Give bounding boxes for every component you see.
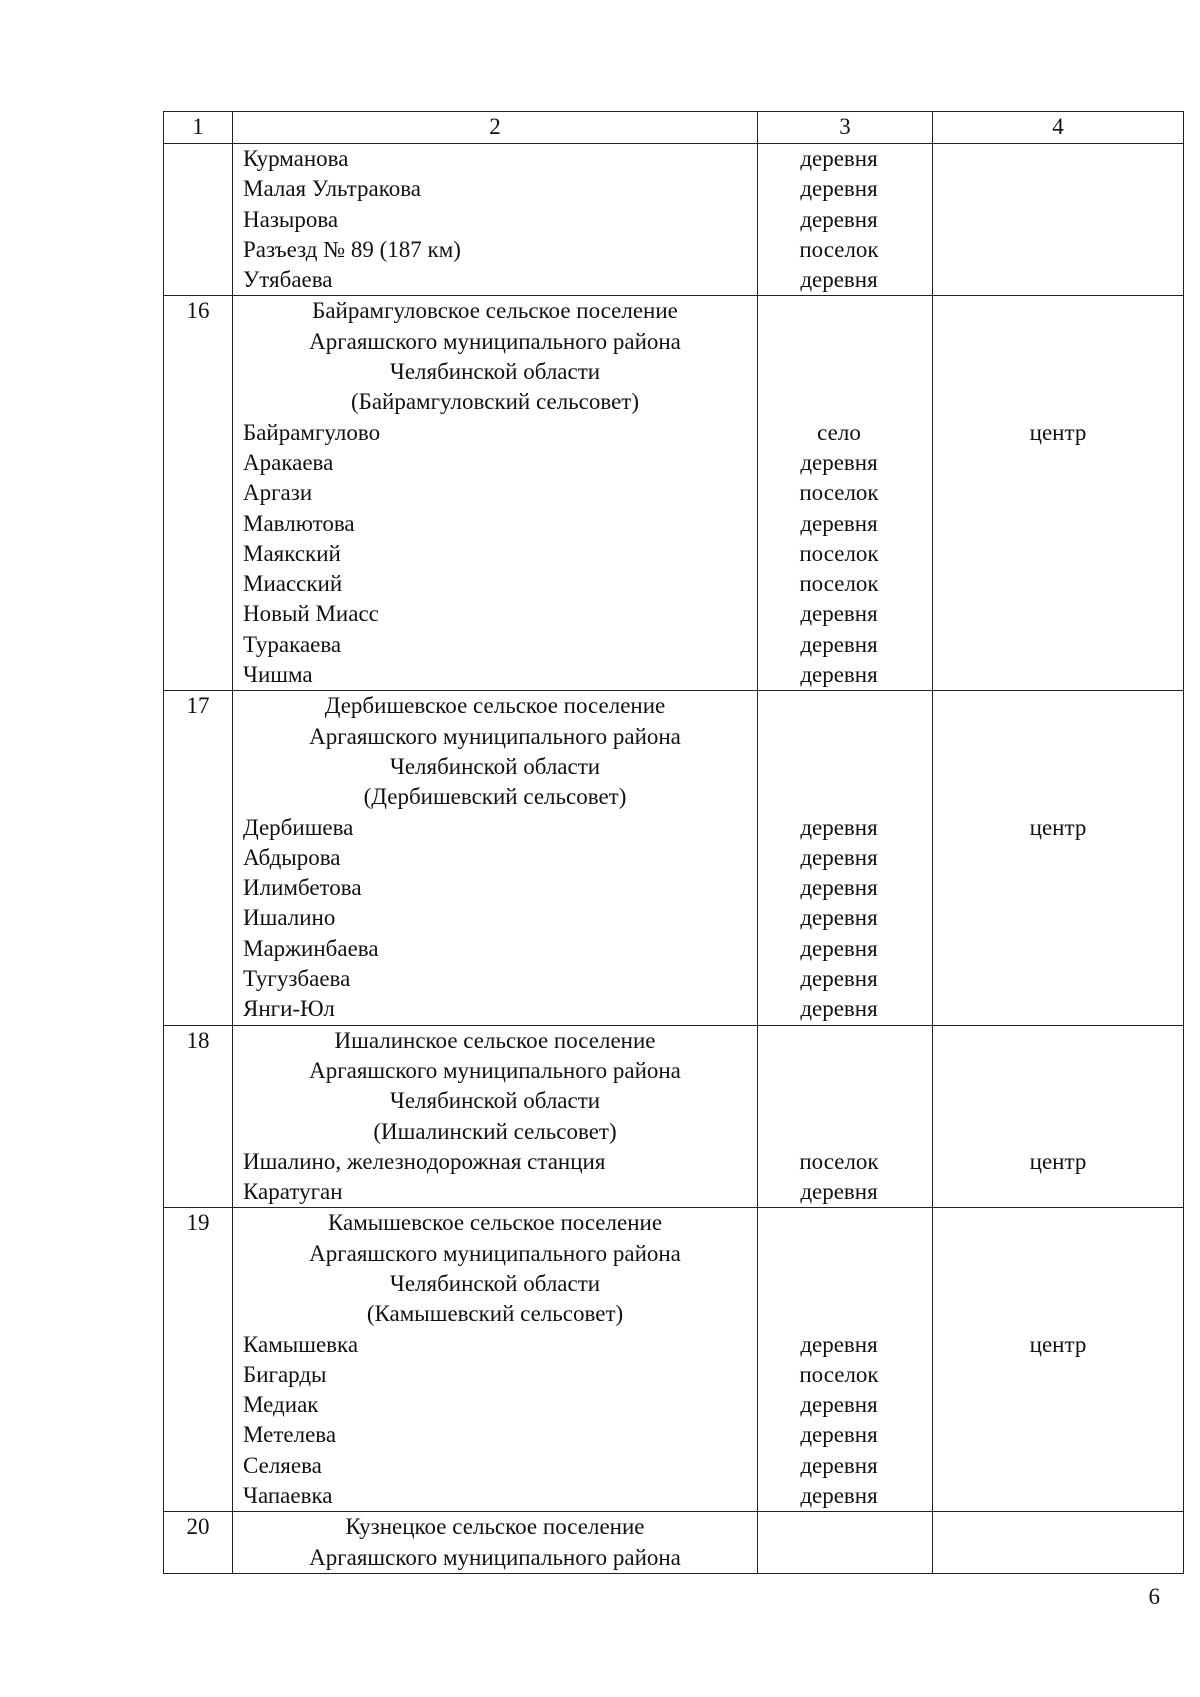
settlement-name-cell xyxy=(233,1512,758,1574)
table-row xyxy=(164,144,1184,296)
table-row xyxy=(164,296,1184,691)
settlement-role xyxy=(933,539,1183,569)
empty-line xyxy=(933,1543,1183,1573)
settlement-type: деревня xyxy=(800,449,878,475)
settlement-type: деревня xyxy=(800,146,878,171)
settlement-type: деревня xyxy=(800,996,878,1022)
empty-line xyxy=(758,1269,932,1299)
settlement-name-cell xyxy=(233,144,758,296)
row-number xyxy=(164,144,232,174)
settlement-type-cell xyxy=(758,296,933,691)
settlement-role xyxy=(933,144,1183,174)
district-heading-line: Челябинской области xyxy=(389,359,601,385)
settlement-name: Курманова xyxy=(243,146,349,171)
settlement-type: поселок xyxy=(799,1361,879,1387)
row-number: 18 xyxy=(186,1027,210,1053)
settlement-role xyxy=(933,599,1183,629)
settlement-type: поселок xyxy=(799,571,879,597)
header-col-2: 2 xyxy=(233,112,758,144)
empty-line xyxy=(758,722,932,752)
empty-line xyxy=(758,782,932,812)
empty-line xyxy=(933,357,1183,387)
header-row xyxy=(164,112,1184,144)
settlement-name: Малая Ультракова xyxy=(243,176,421,202)
empty-line xyxy=(933,1086,1183,1116)
settlement-role-cell xyxy=(933,1025,1184,1208)
row-number: 19 xyxy=(186,1210,210,1236)
settlement-role xyxy=(933,630,1183,660)
table-row xyxy=(164,1025,1184,1208)
settlement-role xyxy=(933,934,1183,964)
settlement-name: Янги-Юл xyxy=(243,996,335,1022)
district-heading-line: (Камышевский сельсовет) xyxy=(366,1301,624,1327)
settlement-name: Бигарды xyxy=(243,1361,327,1387)
row-number-cell xyxy=(164,1208,233,1512)
settlement-name: Аргази xyxy=(243,480,313,506)
empty-line xyxy=(758,327,932,357)
settlement-role xyxy=(933,994,1183,1024)
district-heading-line: Камышевское сельское поселение xyxy=(327,1210,663,1236)
row-number-cell xyxy=(164,691,233,1025)
settlement-type: деревня xyxy=(800,844,878,870)
empty-line xyxy=(933,1056,1183,1086)
district-heading-line: Аргаяшского муниципального района xyxy=(309,1240,681,1266)
settlement-role-cell xyxy=(933,1208,1184,1512)
district-heading-line: Аргаяшского муниципального района xyxy=(309,723,681,749)
settlement-type-cell xyxy=(758,144,933,296)
settlement-name: Абдырова xyxy=(243,844,341,870)
empty-line xyxy=(933,782,1183,812)
settlement-type-cell xyxy=(758,691,933,1025)
settlement-role: центр xyxy=(1029,1331,1087,1357)
empty-line xyxy=(758,1512,932,1542)
empty-line xyxy=(758,1117,932,1147)
empty-line xyxy=(758,1543,932,1573)
table-row xyxy=(164,1512,1184,1574)
settlement-name: Ишалино xyxy=(243,905,336,931)
settlement-name-cell xyxy=(233,1208,758,1512)
district-heading-line: Челябинской области xyxy=(389,1270,601,1296)
settlement-role xyxy=(933,1481,1183,1511)
settlement-type: деревня xyxy=(800,662,878,688)
settlement-role xyxy=(933,1360,1183,1390)
settlement-role-cell xyxy=(933,144,1184,296)
header-col-1: 1 xyxy=(164,112,233,144)
row-number: 17 xyxy=(186,693,210,719)
empty-line xyxy=(933,1208,1183,1238)
empty-line xyxy=(933,296,1183,326)
table-row xyxy=(164,1208,1184,1512)
district-heading-line: Аргаяшского муниципального района xyxy=(309,1544,681,1570)
settlement-type: деревня xyxy=(800,510,878,536)
settlement-type: село xyxy=(817,419,861,445)
district-heading-line: Дербишевское сельское поселение xyxy=(324,693,666,719)
settlement-role-cell xyxy=(933,296,1184,691)
row-number: 16 xyxy=(186,298,210,324)
district-heading-line: Байрамгуловское сельское поселение xyxy=(312,298,678,324)
settlement-name: Байрамгулово xyxy=(243,419,381,445)
row-number-cell xyxy=(164,296,233,691)
settlement-type: деревня xyxy=(800,631,878,657)
settlement-name: Миасский xyxy=(243,571,343,597)
settlement-role xyxy=(933,509,1183,539)
settlement-name: Утябаева xyxy=(243,267,333,293)
settlement-type: поселок xyxy=(799,540,879,566)
settlement-type: деревня xyxy=(800,1179,878,1205)
row-number-cell xyxy=(164,1512,233,1574)
settlement-type: деревня xyxy=(800,814,878,840)
settlement-role xyxy=(933,964,1183,994)
settlement-type: деревня xyxy=(800,935,878,961)
settlement-name: Камышевка xyxy=(243,1331,359,1357)
settlement-role xyxy=(933,205,1183,235)
settlement-role: центр xyxy=(1029,419,1087,445)
settlement-role xyxy=(933,569,1183,599)
district-heading-line: Челябинской области xyxy=(389,1088,601,1114)
empty-line xyxy=(758,691,932,721)
settlement-name: Маякский xyxy=(243,540,341,566)
empty-line xyxy=(758,1208,932,1238)
empty-line xyxy=(758,1299,932,1329)
empty-line xyxy=(933,1299,1183,1329)
settlement-name-cell xyxy=(233,296,758,691)
row-number: 20 xyxy=(186,1514,210,1540)
settlement-role xyxy=(933,235,1183,265)
empty-line xyxy=(933,1117,1183,1147)
empty-line xyxy=(758,1086,932,1116)
settlement-type: поселок xyxy=(799,1148,879,1174)
header-col-3: 3 xyxy=(758,112,933,144)
settlement-name: Назырова xyxy=(243,206,339,232)
district-heading-line: Кузнецкое сельское поселение xyxy=(345,1514,645,1540)
settlement-name: Маржинбаева xyxy=(243,935,379,961)
settlement-role-cell xyxy=(933,691,1184,1025)
empty-line xyxy=(933,1239,1183,1269)
settlement-type: деревня xyxy=(800,176,878,202)
settlement-name: Тугузбаева xyxy=(243,966,351,992)
empty-line xyxy=(758,296,932,326)
settlement-name: Чапаевка xyxy=(243,1483,333,1509)
settlement-type: деревня xyxy=(800,966,878,992)
settlement-role xyxy=(933,265,1183,295)
settlement-type: поселок xyxy=(799,480,879,506)
district-heading-line: Аргаяшского муниципального района xyxy=(309,328,681,354)
settlement-role: центр xyxy=(1029,1148,1087,1174)
settlement-type: деревня xyxy=(800,905,878,931)
settlement-role xyxy=(933,448,1183,478)
page-number: 6 xyxy=(1148,1584,1160,1609)
empty-line xyxy=(758,752,932,782)
settlement-type: деревня xyxy=(800,875,878,901)
district-heading-line: (Байрамгуловский сельсовет) xyxy=(350,389,640,415)
district-heading-line: Челябинской области xyxy=(389,753,601,779)
row-number-cell xyxy=(164,1025,233,1208)
settlement-role xyxy=(933,660,1183,690)
district-heading-line: Аргаяшского муниципального района xyxy=(309,1057,681,1083)
settlement-role xyxy=(933,843,1183,873)
settlement-type-cell xyxy=(758,1512,933,1574)
settlement-name: Медиак xyxy=(243,1392,319,1418)
settlement-role: центр xyxy=(1029,814,1087,840)
settlement-name: Новый Миасс xyxy=(243,601,379,627)
empty-line xyxy=(933,1269,1183,1299)
settlement-type: деревня xyxy=(800,1483,878,1509)
table-row xyxy=(164,691,1184,1025)
settlement-name: Разъезд № 89 (187 км) xyxy=(243,236,461,262)
empty-line xyxy=(758,1056,932,1086)
settlement-name: Туракаева xyxy=(243,631,342,657)
empty-line xyxy=(758,387,932,417)
settlement-name: Метелева xyxy=(243,1422,337,1448)
settlement-role-cell xyxy=(933,1512,1184,1574)
settlement-role xyxy=(933,1420,1183,1450)
settlement-role xyxy=(933,903,1183,933)
settlement-role xyxy=(933,478,1183,508)
settlement-name: Селяева xyxy=(243,1452,322,1478)
settlement-type: деревня xyxy=(800,601,878,627)
settlement-type: деревня xyxy=(800,1422,878,1448)
table-body xyxy=(164,144,1184,1574)
settlement-role xyxy=(933,174,1183,204)
settlement-name: Ишалино, железнодорожная станция xyxy=(243,1148,606,1174)
settlement-name: Аракаева xyxy=(243,449,334,475)
settlement-name-cell xyxy=(233,691,758,1025)
empty-line xyxy=(758,357,932,387)
settlement-role xyxy=(933,1390,1183,1420)
settlement-type: деревня xyxy=(800,1392,878,1418)
settlement-name: Каратуган xyxy=(243,1179,343,1205)
empty-line xyxy=(758,1239,932,1269)
empty-line xyxy=(933,691,1183,721)
settlement-role xyxy=(933,1177,1183,1207)
empty-line xyxy=(933,752,1183,782)
settlement-role xyxy=(933,873,1183,903)
settlement-name: Дербишева xyxy=(243,814,354,840)
settlement-type: деревня xyxy=(800,206,878,232)
district-heading-line: Ишалинское сельское поселение xyxy=(334,1027,656,1053)
settlement-role xyxy=(933,1451,1183,1481)
settlement-type: деревня xyxy=(800,1331,878,1357)
district-heading-line: (Дербишевский сельсовет) xyxy=(363,784,627,810)
header-col-4: 4 xyxy=(933,112,1184,144)
empty-line xyxy=(933,1026,1183,1056)
settlements-table xyxy=(163,111,1184,1574)
settlement-type-cell xyxy=(758,1025,933,1208)
empty-line xyxy=(933,327,1183,357)
settlement-name: Мавлютова xyxy=(243,510,355,536)
settlement-type: деревня xyxy=(800,267,878,293)
settlement-name: Чишма xyxy=(243,662,313,688)
settlement-name-cell xyxy=(233,1025,758,1208)
empty-line xyxy=(758,1026,932,1056)
row-number-cell xyxy=(164,144,233,296)
settlement-type: деревня xyxy=(800,1452,878,1478)
settlement-type: поселок xyxy=(799,236,879,262)
settlement-type-cell xyxy=(758,1208,933,1512)
empty-line xyxy=(933,387,1183,417)
district-heading-line: (Ишалинский сельсовет) xyxy=(373,1118,617,1144)
settlement-name: Илимбетова xyxy=(243,875,362,901)
empty-line xyxy=(933,1512,1183,1542)
empty-line xyxy=(933,722,1183,752)
